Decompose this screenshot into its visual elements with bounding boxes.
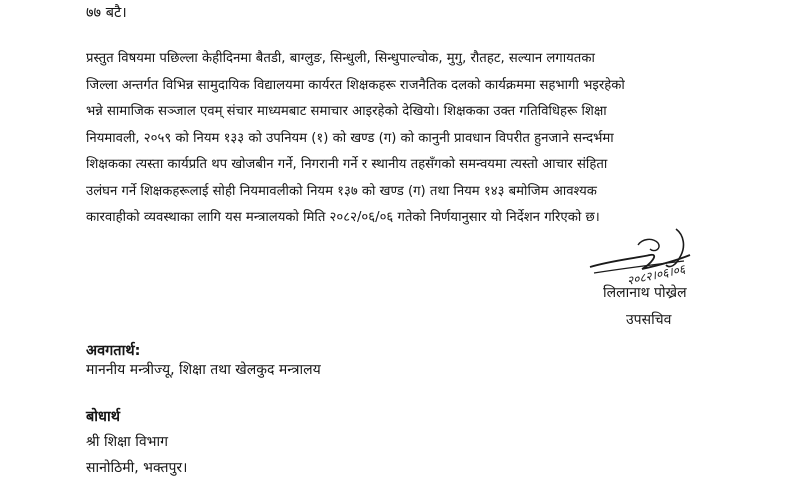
paragraph-line: शिक्षकका त्यस्ता कार्यप्रति थप खोजबीन गर्ने, निगरानी गर्ने र स्थानीय तहसँगको समन्वयमा त्यस्तो आचार संहिता: [86, 157, 608, 172]
action-recipient-line1: श्री शिक्षा विभाग: [86, 434, 169, 450]
paragraph-line: जिल्ला अन्तर्गत विभिन्न सामुदायिक विद्यालयमा कार्यरत शिक्षकहरू राजनैतिक दलको कार्यक्रममा सहभागी भइरहेको: [86, 77, 625, 93]
signature-date: २०८२।०६।०६: [625, 261, 687, 288]
paragraph-line: भन्ने सामाजिक सञ्जाल एवम् संचार माध्यमबाट समाचार आइरहेको देखियो। शिक्षकका उक्त गतिविधिहरू शिक्षा: [86, 104, 607, 119]
paragraph-line: कारवाहीको व्यवस्थाका लागि यस मन्त्रालयको मिति २०८२/०६/०६ गतेको निर्णयानुसार यो निर्देशन गरिएको छ।: [86, 210, 600, 225]
paragraph-line: उलंघन गर्ने शिक्षकहरूलाई सोही नियमावलीको नियम १३७ को खण्ड (ग) तथा नियम १४३ बमोजिम आवश्यक: [86, 183, 597, 199]
info-heading: अवगतार्थ:: [86, 343, 141, 359]
signer-title: उपसचिव: [626, 312, 672, 328]
letter-body-paragraph: [86, 46, 726, 232]
info-recipient: माननीय मन्त्रीज्यू, शिक्षा तथा खेलकुद मन्त्रालय: [86, 362, 321, 378]
paragraph-line: नियमावली, २०५९ को नियम १३३ को उपनियम (१) को खण्ड (ग) को कानुनी प्रावधान विपरीत हुनजाने सन्दर्भमा: [86, 130, 614, 146]
signer-name: लिलानाथ पोख्रेल: [603, 285, 687, 301]
action-heading: बोधार्थ: [86, 409, 120, 425]
reference-tail: ७७ बटै।: [86, 5, 127, 21]
action-recipient-line2: सानोठिमी, भक्तपुर।: [86, 460, 188, 476]
paragraph-line: प्रस्तुत विषयमा पछिल्ला केहीदिनमा बैतडी, बाग्लुङ, सिन्धुली, सिन्धुपाल्चोक, मुगु, रौतहट, सल्यान लगायतका: [86, 51, 595, 66]
